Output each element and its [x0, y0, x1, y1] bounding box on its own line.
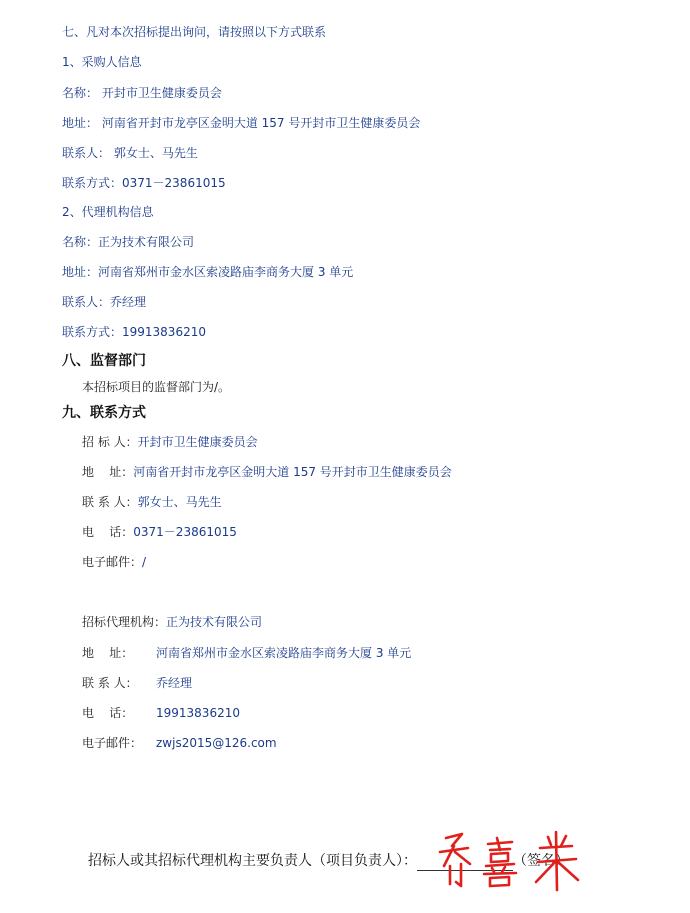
agency-org-label: 招标代理机构：	[82, 615, 167, 629]
tenderer-phone-label: 电 话：	[82, 525, 134, 539]
section7-heading: 七、凡对本次招标提出询问，请按照以下方式联系	[62, 25, 327, 39]
purchaser-title: 1、采购人信息	[62, 55, 142, 69]
agency-title: 2、代理机构信息	[62, 205, 154, 219]
tenderer-phone-value: 0371－23861015	[133, 525, 237, 539]
tenderer-address-value: 河南省开封市龙亭区金明大道 157 号开封市卫生健康委员会	[133, 465, 452, 479]
signature-statement-prefix: 招标人或其招标代理机构主要负责人（项目负责人）：	[88, 853, 417, 869]
agency-org-phone-label: 电 话：	[82, 706, 134, 720]
tenderer-value: 开封市卫生健康委员会	[137, 435, 258, 449]
purchaser-name: 名称： 开封市卫生健康委员会	[62, 86, 222, 100]
purchaser-address: 地址： 河南省开封市龙亭区金明大道 157 号开封市卫生健康委员会	[62, 116, 421, 130]
purchaser-contact: 联系人： 郭女士、马先生	[62, 146, 198, 160]
agency-address: 地址：河南省郑州市金水区索凌路庙李商务大厦 3 单元	[62, 265, 354, 279]
tenderer-label: 招 标 人：	[82, 435, 138, 449]
agency-contact: 联系人：乔经理	[62, 295, 147, 309]
agency-org-email-label: 电子邮件：	[82, 736, 143, 750]
agency-org-address-value: 河南省郑州市金水区索凌路庙李商务大厦 3 单元	[156, 646, 412, 660]
agency-org-contact-value: 乔经理	[156, 676, 193, 690]
agency-org-email-value: zwjs2015@126.com	[156, 736, 277, 750]
agency-org-value: 正为技术有限公司	[166, 615, 263, 629]
tenderer-email-value: /	[142, 555, 147, 569]
section8-heading: 八、监督部门	[62, 353, 146, 369]
agency-org-address-label: 地 址：	[82, 646, 134, 660]
agency-phone: 联系方式：19913836210	[62, 325, 206, 339]
signature-statement-suffix: （签名）	[513, 853, 569, 869]
agency-name: 名称：正为技术有限公司	[62, 235, 195, 249]
tenderer-contact-label: 联 系 人：	[82, 495, 138, 509]
purchaser-phone: 联系方式：0371－23861015	[62, 176, 226, 190]
agency-org-phone-value: 19913836210	[156, 706, 240, 720]
supervision-text: 本招标项目的监督部门为/。	[82, 380, 231, 394]
agency-org-contact-label: 联 系 人：	[82, 676, 138, 690]
tenderer-contact-value: 郭女士、马先生	[137, 495, 222, 509]
tenderer-address-label: 地 址：	[82, 465, 134, 479]
tenderer-email-label: 电子邮件：	[82, 555, 143, 569]
section9-heading: 九、联系方式	[62, 405, 146, 421]
